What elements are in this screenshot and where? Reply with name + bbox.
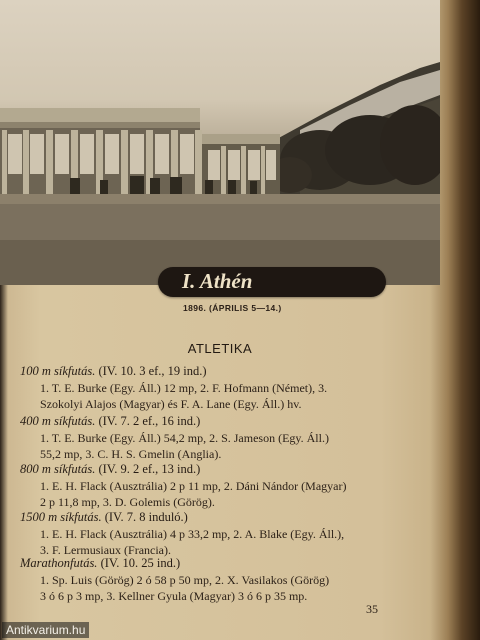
event-info: (IV. 9. 2 ef., 13 ind.) xyxy=(98,462,201,476)
event-result xyxy=(40,478,385,510)
olympics-title-banner xyxy=(158,267,386,297)
event-title xyxy=(20,556,180,571)
event-info: (IV. 10. 25 ind.) xyxy=(100,556,181,570)
watermark: Antikvarium.hu xyxy=(2,622,89,638)
result-line: 1. E. H. Flack (Ausztrália) 4 p 33,2 mp, 2. A. Blake (Egy. Áll.), xyxy=(40,527,345,541)
event-info: (IV. 7. 8 induló.) xyxy=(104,510,188,524)
event-name: Marathonfutás. xyxy=(20,556,98,570)
event-result xyxy=(40,572,385,604)
event-title xyxy=(20,364,207,379)
event-result xyxy=(40,380,385,412)
result-line: 1. Sp. Luis (Görög) 2 ó 58 p 50 mp, 2. X. Vasilakos (Görög) xyxy=(40,573,330,587)
event-info: (IV. 7. 2 ef., 16 ind.) xyxy=(98,414,201,428)
event-name: 100 m síkfutás. xyxy=(20,364,96,378)
result-line: 2 p 11,8 mp, 3. D. Golemis (Görög). xyxy=(40,495,215,509)
page-title: I. Athén xyxy=(182,269,253,293)
stadium-photo xyxy=(0,0,440,285)
event-result xyxy=(40,526,385,558)
event-result xyxy=(40,430,385,462)
section-heading: ATLETIKA xyxy=(187,341,253,356)
event-title xyxy=(20,462,200,477)
event-name: 800 m síkfutás. xyxy=(20,462,96,476)
event-info: (IV. 10. 3 ef., 19 ind.) xyxy=(98,364,207,378)
event-title xyxy=(20,414,200,429)
event-name: 400 m síkfutás. xyxy=(20,414,96,428)
result-line: 3. F. Lermusiaux (Francia). xyxy=(40,543,172,557)
result-line: 1. T. E. Burke (Egy. Áll.) 54,2 mp, 2. S. Jameson (Egy. Áll.) xyxy=(40,431,329,445)
result-line: Szokolyi Alajos (Magyar) és F. A. Lane (Egy. Áll.) hv. xyxy=(40,397,302,411)
result-line: 3 ó 6 p 3 mp, 3. Kellner Gyula (Magyar) 3 ó 6 p 35 mp. xyxy=(40,589,308,603)
event-name: 1500 m síkfutás. xyxy=(20,510,102,524)
result-line: 55,2 mp, 3. C. H. S. Gmelin (Anglia). xyxy=(40,447,222,461)
result-line: 1. E. H. Flack (Ausztrália) 2 p 11 mp, 2. Dáni Nándor (Magyar) xyxy=(40,479,347,493)
result-line: 1. T. E. Burke (Egy. Áll.) 12 mp, 2. F. Hofmann (Német), 3. xyxy=(40,381,328,395)
games-date: 1896. (ÁPRILIS 5—14.) xyxy=(183,303,282,313)
event-title xyxy=(20,510,188,525)
page-number: 35 xyxy=(366,602,378,616)
